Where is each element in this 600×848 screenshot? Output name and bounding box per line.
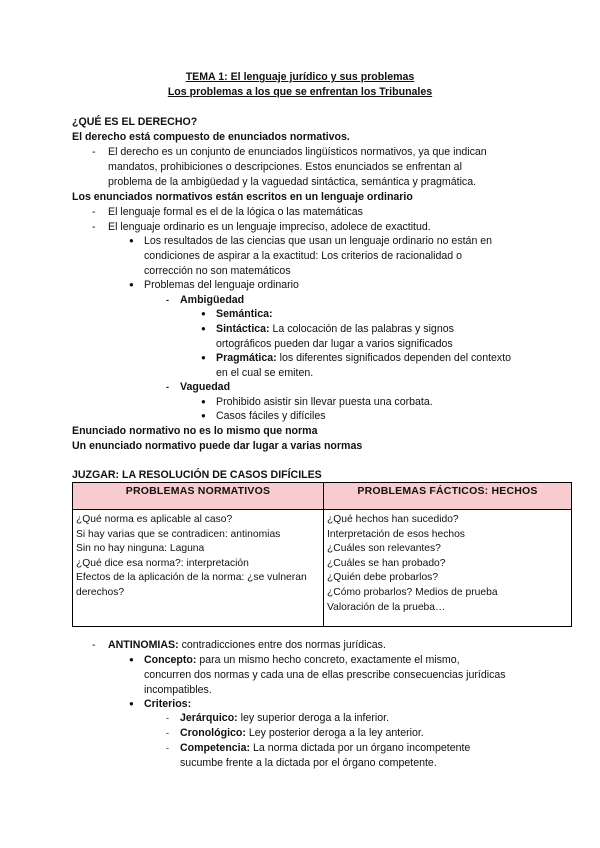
list-item-antinomias: - ANTINOMIAS: contradicciones entre dos normas jurídicas. [108, 638, 386, 653]
cases-table [72, 482, 572, 627]
conclusion-varias-normas: Un enunciado normativo puede dar lugar a varias normas [72, 440, 363, 452]
bullet-semantica: ● Semántica: [216, 307, 273, 322]
document-title: TEMA 1: El lenguaje jurídico y sus problemas [185, 71, 415, 83]
statement-derecho: El derecho está compuesto de enunciados normativos. [72, 131, 350, 143]
bullet-criterios: ● Criterios: [144, 697, 191, 712]
bullet-concepto: ● Concepto: para un mismo hecho concreto, exactamente el mismo, concurren dos normas y cada una de ellas prescribe consecuencias jurídicas incompatibles. [144, 653, 506, 697]
list-item-cronologico: - Cronológico: Ley posterior deroga a la ley anterior. [180, 726, 424, 741]
list-item-jerarquico: - Jerárquico: ley superior deroga a la inferior. [180, 711, 389, 726]
section-heading-derecho: ¿QUÉ ES EL DERECHO? [72, 116, 198, 128]
statement-lenguaje-ordinario: Los enunciados normativos están escritos en un lenguaje ordinario [72, 191, 413, 203]
list-item-lenguaje-formal: - El lenguaje formal es el de la lógica o las matemáticas [108, 205, 363, 220]
conclusion-enunciado-norma: Enunciado normativo no es lo mismo que norma [72, 425, 318, 437]
bullet-pragmatica: ● Pragmática: los diferentes significados dependen del contexto en el cual se emiten. [216, 351, 511, 381]
table-header-row [73, 483, 572, 510]
table-cell-facticos: ¿Qué hechos han sucedido? Interpretación de esos hechos ¿Cuáles son relevantes? ¿Cuáles se han probado? ¿Quién debe probarlos? ¿Cómo probarlos? Medios de prueba Valoración de la prueba… [324, 510, 572, 627]
list-item-competencia: - Competencia: La norma dictada por un órgano incompetente sucumbe frente a la dictada por el órgano competente. [180, 741, 470, 771]
table-header-normativos: PROBLEMAS NORMATIVOS [73, 483, 324, 510]
list-item-lenguaje-ordinario: - El lenguaje ordinario es un lenguaje impreciso, adolece de exactitud. [108, 220, 431, 235]
bullet-sintactica: ● Sintáctica: La colocación de las palabras y signos ortográficos pueden dar lugar a varios significados [216, 322, 454, 352]
list-item-derecho-desc: - El derecho es un conjunto de enunciados lingüísticos normativos, ya que indican mandatos, prohibiciones o descripciones. Estos enunciados se enfrentan al problema de la ambigüedad y la vaguedad sintáctica, semántica y pragmática. [108, 145, 487, 189]
table-header-facticos: PROBLEMAS FÁCTICOS: HECHOS [324, 483, 572, 510]
section-heading-juzgar: JUZGAR: LA RESOLUCIÓN DE CASOS DIFÍCILES [72, 469, 322, 481]
table-cell-normativos: ¿Qué norma es aplicable al caso? Si hay varias que se contradicen: antinomias Sin no hay ninguna: Laguna ¿Qué dice esa norma?: interpretación Efectos de la aplicación de la norma: ¿se vulneran derechos? [73, 510, 324, 627]
bullet-vaguedad-ejemplo: ● Prohibido asistir sin llevar puesta una corbata. [216, 395, 433, 410]
list-item-vaguedad: - Vaguedad [180, 380, 230, 395]
table-row [73, 510, 572, 627]
bullet-resultados-ciencias: ● Los resultados de las ciencias que usan un lenguaje ordinario no están en condiciones de aspirar a la exactitud: Los criterios de racionalidad o corrección no son matemáticos [144, 234, 492, 278]
document-subtitle: Los problemas a los que se enfrentan los Tribunales [167, 86, 433, 98]
bullet-casos: ● Casos fáciles y difíciles [216, 409, 326, 424]
list-item-ambiguedad: - Ambigüedad [180, 293, 244, 308]
bullet-problemas-lenguaje: ● Problemas del lenguaje ordinario [144, 278, 299, 293]
